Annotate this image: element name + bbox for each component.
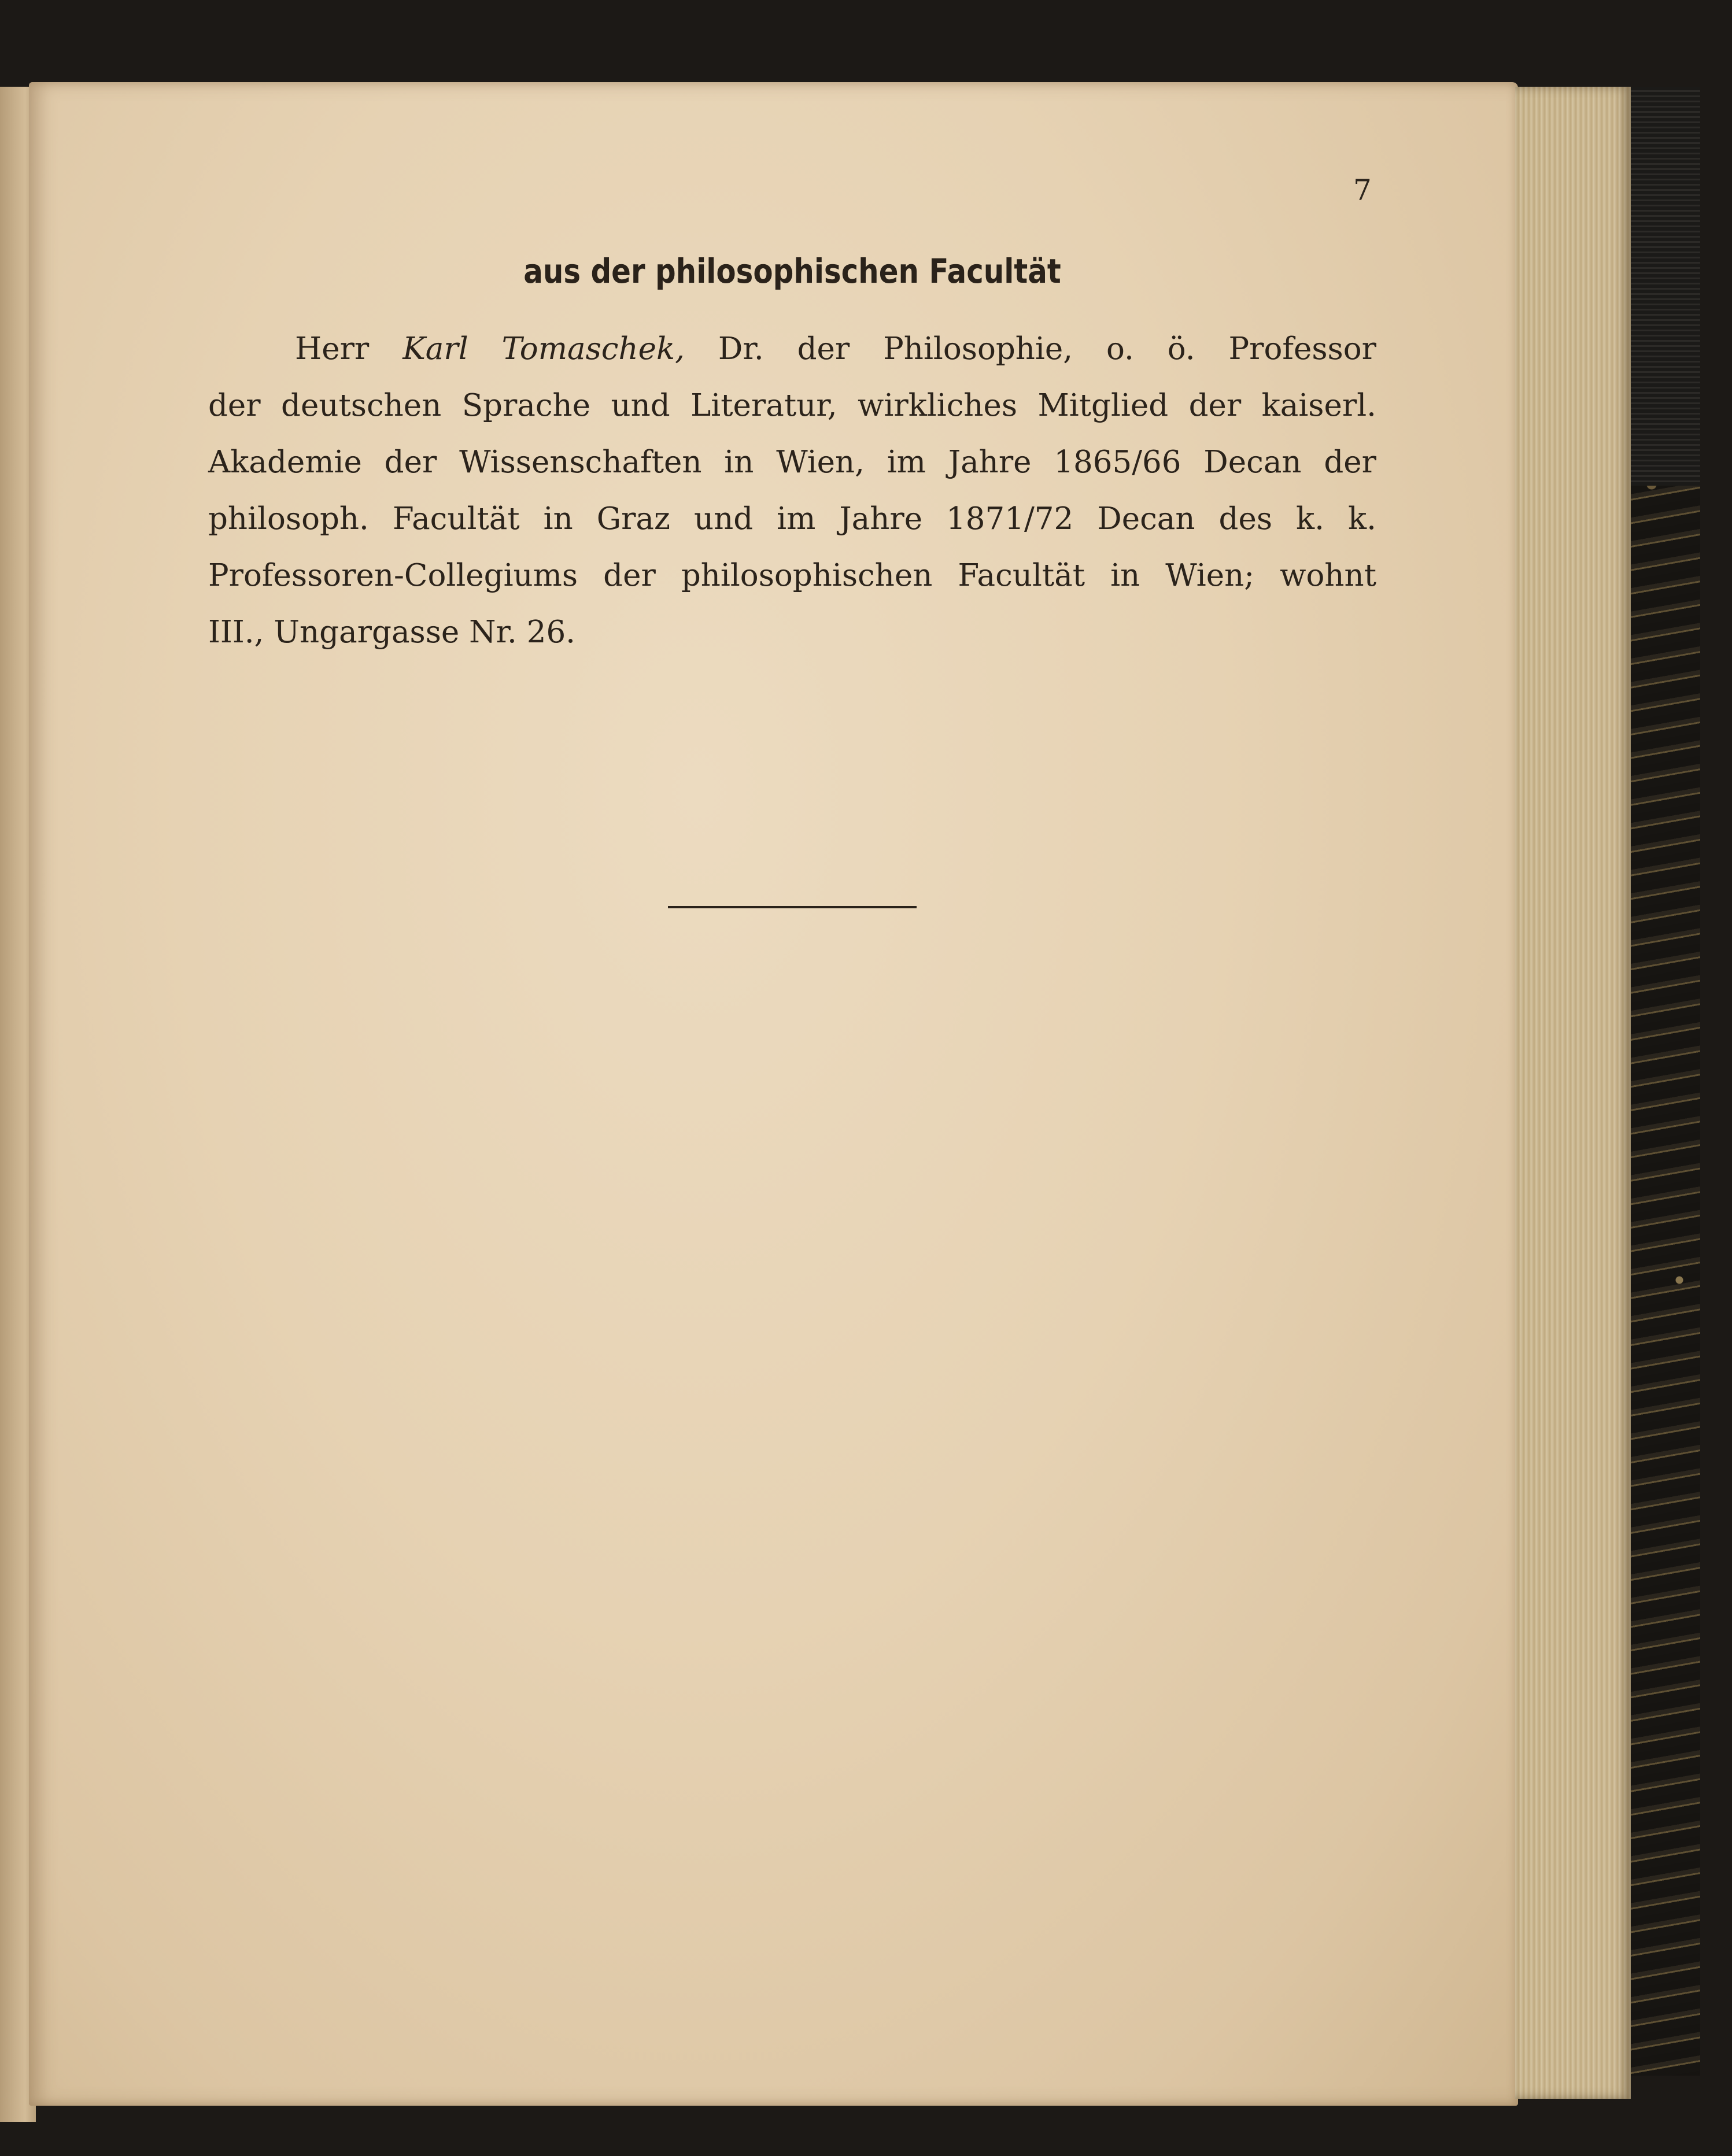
entry-name: Karl Tomaschek, <box>402 331 685 367</box>
entry-prefix: Herr <box>295 331 370 367</box>
entry-line-1 <box>208 321 1376 378</box>
page-edges <box>1515 87 1631 2099</box>
section-divider-rule <box>668 906 917 908</box>
entry-line-4: philosoph. Facultät in Graz und im Jahre 1871/72 Decan des k. k. <box>208 501 1376 537</box>
entry-line-5: Professoren-Collegiums der philosophischen Facultät in Wien; wohnt <box>208 558 1376 593</box>
entry-line1-rest: Dr. der Philosophie, o. ö. Professor <box>718 331 1376 367</box>
entry-line-2: der deutschen Sprache und Literatur, wirkliches Mitglied der kaiserl. <box>208 388 1376 423</box>
entry-paragraph <box>208 321 1376 661</box>
page-number: 7 <box>1353 173 1372 207</box>
section-heading: aus der philosophischen Facultät <box>523 252 1061 291</box>
entry-line-6: III., Ungargasse Nr. 26. <box>208 615 576 650</box>
book-cover-spine <box>1631 87 1700 486</box>
entry-line-3: Akademie der Wissenschaften in Wien, im Jahre 1865/66 Decan der <box>208 445 1376 480</box>
show-through-ghost <box>630 662 1070 685</box>
